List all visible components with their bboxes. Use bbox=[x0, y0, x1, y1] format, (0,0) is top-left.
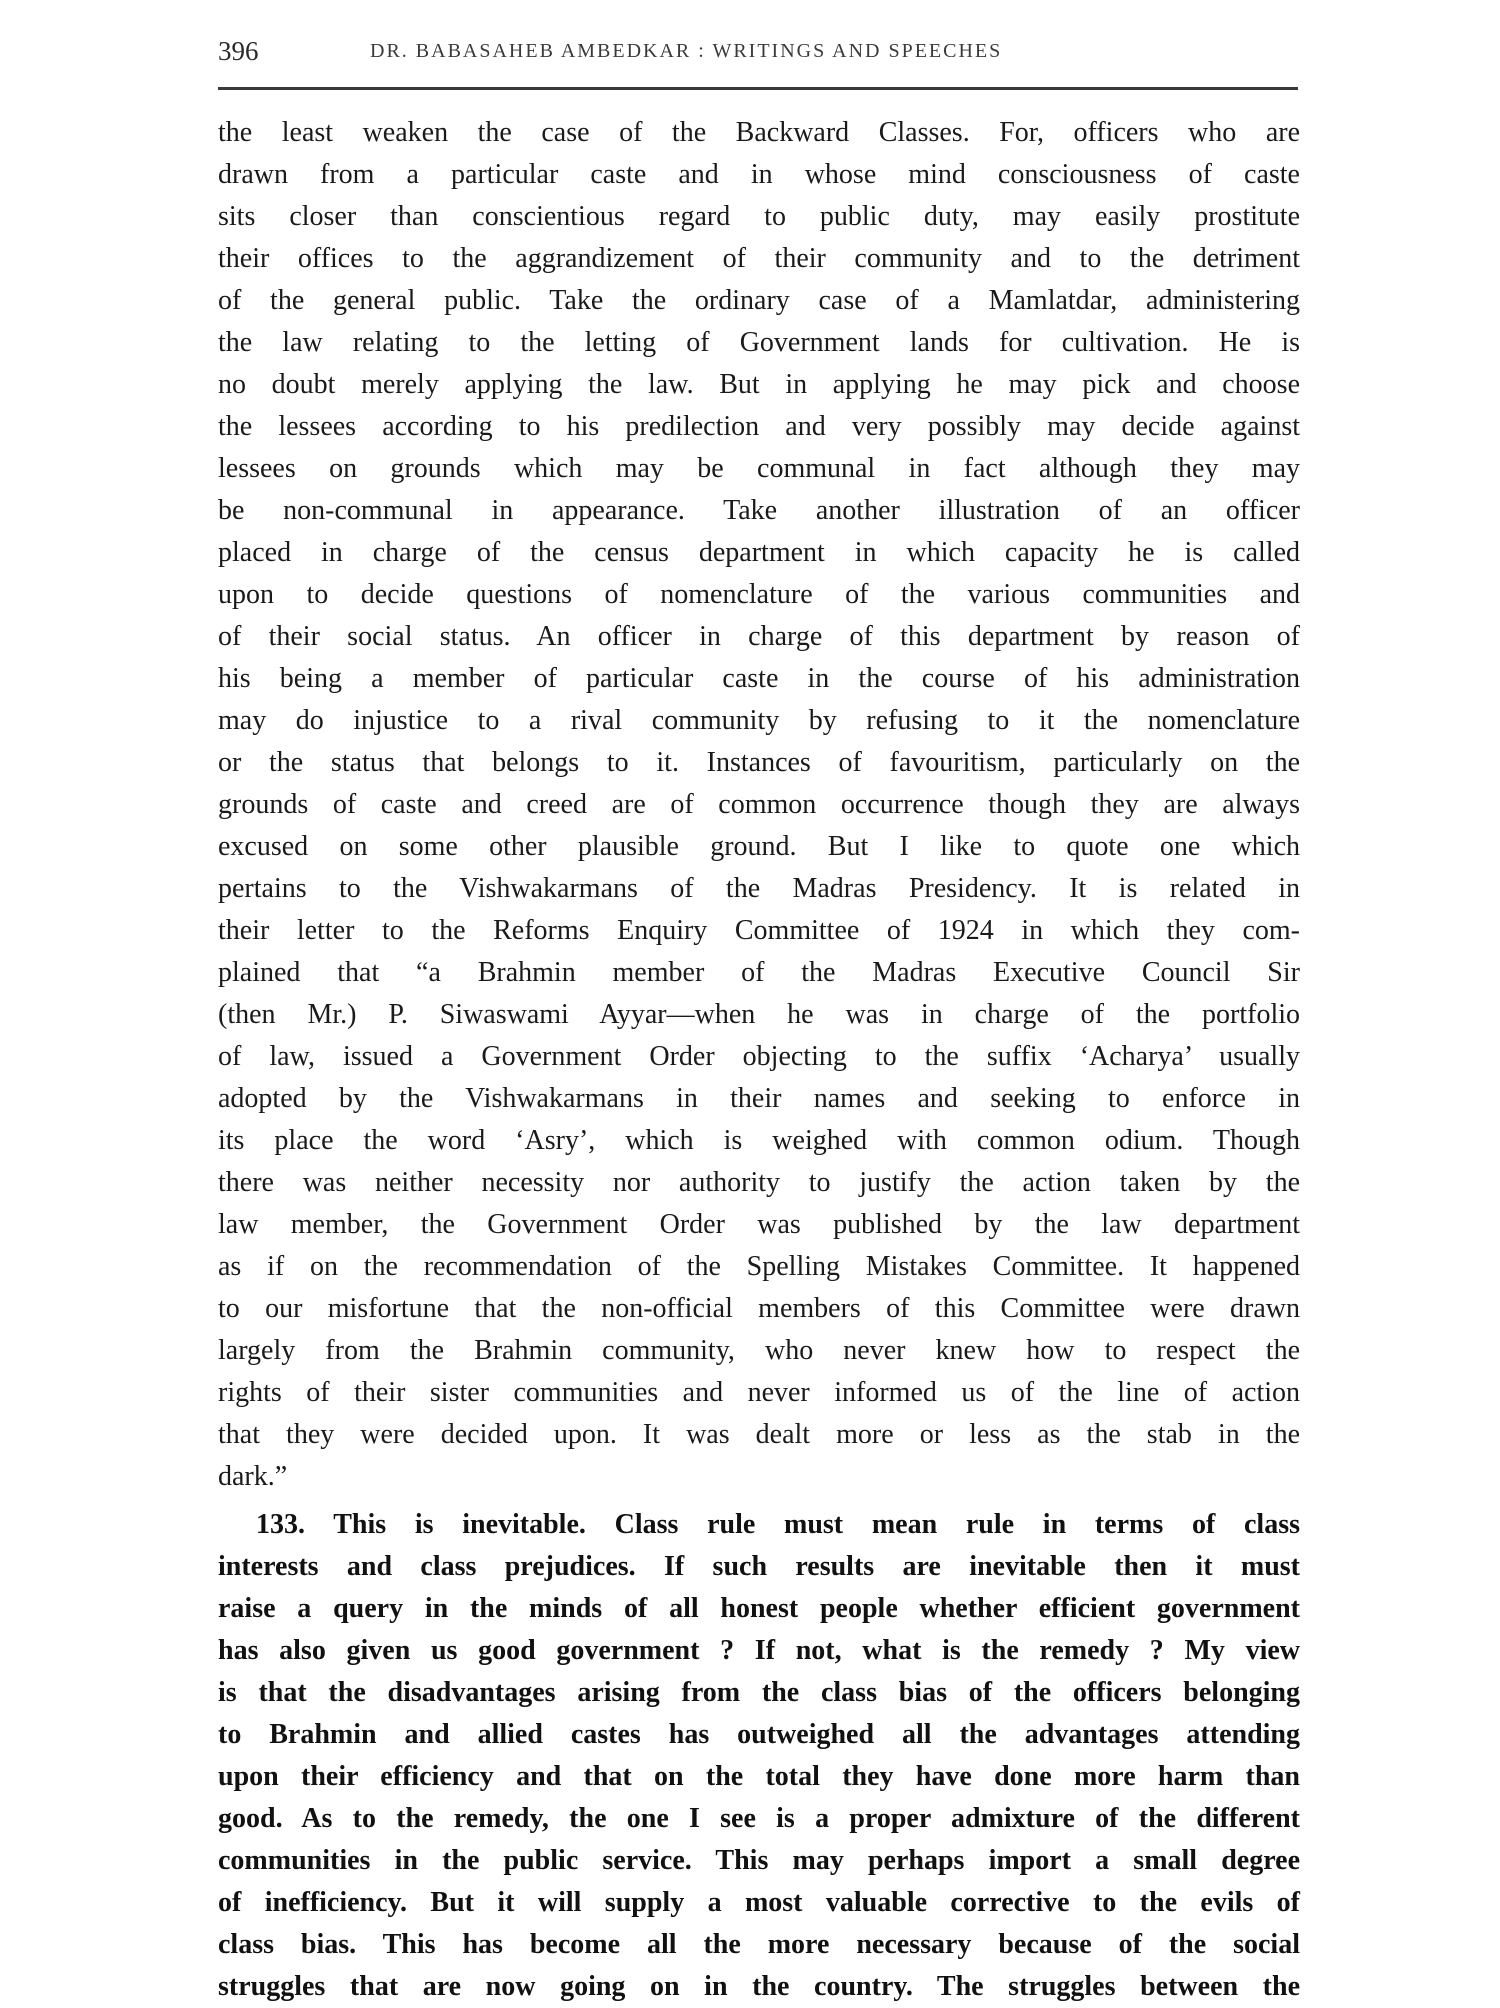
text-line: placed in charge of the census department in which capacity he is called bbox=[218, 537, 1300, 568]
text-line: may do injustice to a rival community by refusing to it the nomenclature bbox=[218, 705, 1300, 736]
text-line: grounds of caste and creed are of common occurrence though they are always bbox=[218, 789, 1300, 820]
text-line: that they were decided upon. It was dealt more or less as the stab in the bbox=[218, 1419, 1300, 1450]
text-line: no doubt merely applying the law. But in applying he may pick and choose bbox=[218, 369, 1300, 400]
text-line: plained that “a Brahmin member of the Madras Executive Council Sir bbox=[218, 957, 1300, 988]
paragraph-1 bbox=[218, 112, 1300, 1498]
text-line: be non-communal in appearance. Take another illustration of an officer bbox=[218, 495, 1300, 526]
text-line: excused on some other plausible ground. But I like to quote one which bbox=[218, 831, 1300, 862]
text-line: the lessees according to his predilection and very possibly may decide against bbox=[218, 411, 1300, 442]
text-line: upon their efficiency and that on the total they have done more harm than bbox=[218, 1761, 1300, 1792]
text-line: raise a query in the minds of all honest people whether efficient government bbox=[218, 1593, 1300, 1624]
text-line: of the general public. Take the ordinary case of a Mamlatdar, administering bbox=[218, 285, 1300, 316]
text-line: 133. This is inevitable. Class rule must mean rule in terms of class bbox=[256, 1509, 1300, 1540]
text-line: interests and class prejudices. If such results are inevitable then it must bbox=[218, 1551, 1300, 1582]
text-line: the law relating to the letting of Government lands for cultivation. He is bbox=[218, 327, 1300, 358]
paragraph-2 bbox=[218, 1504, 1300, 2008]
text-line: class bias. This has become all the more necessary because of the social bbox=[218, 1929, 1300, 1960]
text-line: its place the word ‘Asry’, which is weighed with common odium. Though bbox=[218, 1125, 1300, 1156]
text-line: there was neither necessity nor authority to justify the action taken by the bbox=[218, 1167, 1300, 1198]
text-line: to Brahmin and allied castes has outweighed all the advantages attending bbox=[218, 1719, 1300, 1750]
text-line: law member, the Government Order was published by the law department bbox=[218, 1209, 1300, 1240]
text-line: communities in the public service. This may perhaps import a small degree bbox=[218, 1845, 1300, 1876]
page-header bbox=[218, 36, 1298, 76]
text-line: of their social status. An officer in charge of this department by reason of bbox=[218, 621, 1300, 652]
body-text bbox=[218, 112, 1300, 2008]
text-line: rights of their sister communities and never informed us of the line of action bbox=[218, 1377, 1300, 1408]
text-line: sits closer than conscientious regard to public duty, may easily prostitute bbox=[218, 201, 1300, 232]
page-number: 396 bbox=[218, 36, 259, 66]
header-rule bbox=[218, 87, 1298, 90]
text-line: of law, issued a Government Order objecting to the suffix ‘Acharya’ usually bbox=[218, 1041, 1300, 1072]
text-line: or the status that belongs to it. Instances of favouritism, particularly on the bbox=[218, 747, 1300, 778]
text-line: their offices to the aggrandizement of their community and to the detriment bbox=[218, 243, 1300, 274]
text-line: lessees on grounds which may be communal in fact although they may bbox=[218, 453, 1300, 484]
text-line: of inefficiency. But it will supply a most valuable corrective to the evils of bbox=[218, 1887, 1300, 1918]
text-line: drawn from a particular caste and in whose mind consciousness of caste bbox=[218, 159, 1300, 190]
text-line: good. As to the remedy, the one I see is a proper admixture of the different bbox=[218, 1803, 1300, 1834]
text-line: adopted by the Vishwakarmans in their names and seeking to enforce in bbox=[218, 1083, 1300, 1114]
text-line: upon to decide questions of nomenclature of the various communities and bbox=[218, 579, 1300, 610]
text-line: pertains to the Vishwakarmans of the Madras Presidency. It is related in bbox=[218, 873, 1300, 904]
text-line: struggles that are now going on in the country. The struggles between the bbox=[218, 1971, 1300, 2002]
text-line: the least weaken the case of the Backward Classes. For, officers who are bbox=[218, 117, 1300, 148]
text-line: (then Mr.) P. Siwaswami Ayyar—when he was in charge of the portfolio bbox=[218, 999, 1300, 1030]
text-line: his being a member of particular caste in the course of his administration bbox=[218, 663, 1300, 694]
text-line: largely from the Brahmin community, who never knew how to respect the bbox=[218, 1335, 1300, 1366]
text-line: has also given us good government ? If not, what is the remedy ? My view bbox=[218, 1635, 1300, 1666]
text-line: as if on the recommendation of the Spelling Mistakes Committee. It happened bbox=[218, 1251, 1300, 1282]
text-line: their letter to the Reforms Enquiry Committee of 1924 in which they com- bbox=[218, 915, 1300, 946]
text-line: is that the disadvantages arising from the class bias of the officers belonging bbox=[218, 1677, 1300, 1708]
running-head: DR. BABASAHEB AMBEDKAR : WRITINGS AND SPEECHES bbox=[370, 40, 1003, 62]
text-line: to our misfortune that the non-official members of this Committee were drawn bbox=[218, 1293, 1300, 1324]
text-line: dark.” bbox=[218, 1461, 288, 1492]
